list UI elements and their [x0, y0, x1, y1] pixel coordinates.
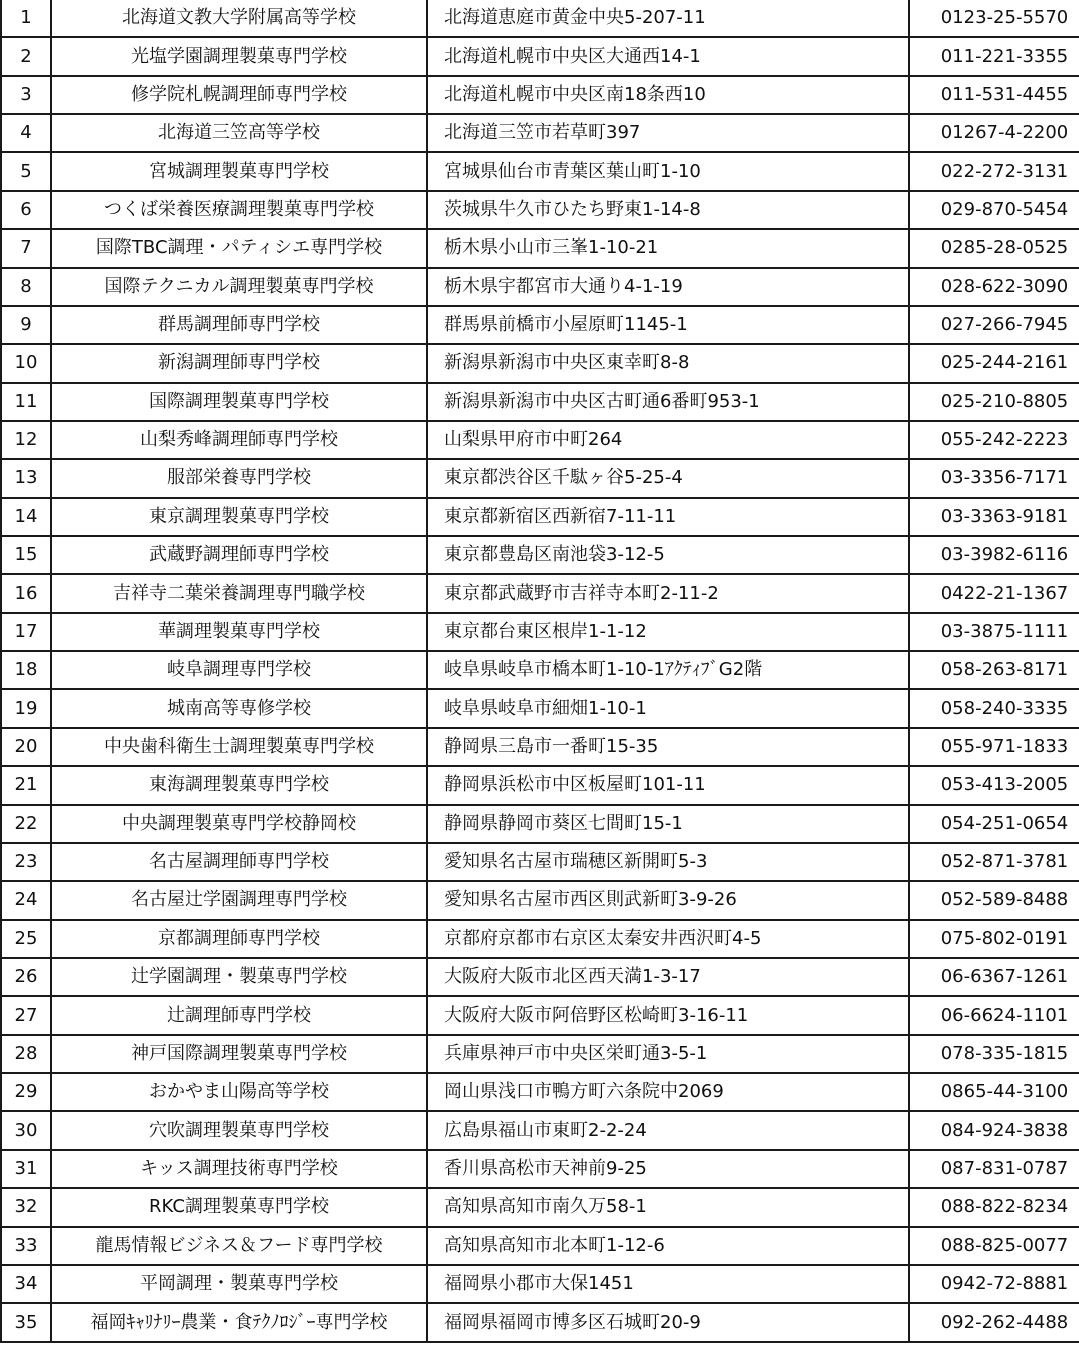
row-number-cell: 2 [1, 37, 51, 75]
phone-cell: 0285-28-0525 [909, 229, 1079, 267]
table-row [1, 76, 1079, 114]
row-number-cell: 12 [1, 421, 51, 459]
phone-cell: 055-971-1833 [909, 728, 1079, 766]
phone-cell: 06-6624-1101 [909, 996, 1079, 1034]
school-name-cell: 新潟調理師専門学校 [51, 344, 427, 382]
school-name-cell: 名古屋辻学園調理専門学校 [51, 881, 427, 919]
phone-cell: 022-272-3131 [909, 152, 1079, 190]
school-name-cell: 穴吹調理製菓専門学校 [51, 1111, 427, 1149]
address-cell: 広島県福山市東町2-2-24 [427, 1111, 909, 1149]
table-row [1, 1150, 1079, 1188]
school-name-cell: 国際TBC調理・パティシエ専門学校 [51, 229, 427, 267]
row-number-cell: 30 [1, 1111, 51, 1149]
phone-cell: 0123-25-5570 [909, 0, 1079, 37]
row-number-cell: 26 [1, 958, 51, 996]
table-row [1, 152, 1079, 190]
address-cell: 大阪府大阪市阿倍野区松崎町3-16-11 [427, 996, 909, 1034]
phone-cell: 088-822-8234 [909, 1188, 1079, 1226]
school-name-cell: 岐阜調理専門学校 [51, 651, 427, 689]
phone-cell: 025-244-2161 [909, 344, 1079, 382]
school-name-cell: 城南高等専修学校 [51, 689, 427, 727]
row-number-cell: 16 [1, 574, 51, 612]
school-name-cell: 龍馬情報ビジネス＆フード専門学校 [51, 1227, 427, 1265]
table-row [1, 1227, 1079, 1265]
school-name-cell: RKC調理製菓専門学校 [51, 1188, 427, 1226]
phone-cell: 0422-21-1367 [909, 574, 1079, 612]
phone-cell: 025-210-8805 [909, 383, 1079, 421]
school-name-cell: つくば栄養医療調理製菓専門学校 [51, 191, 427, 229]
address-cell: 東京都豊島区南池袋3-12-5 [427, 536, 909, 574]
phone-cell: 075-802-0191 [909, 920, 1079, 958]
table-row [1, 958, 1079, 996]
phone-cell: 053-413-2005 [909, 766, 1079, 804]
school-name-cell: 辻調理師専門学校 [51, 996, 427, 1034]
address-cell: 宮城県仙台市青葉区葉山町1-10 [427, 152, 909, 190]
row-number-cell: 31 [1, 1150, 51, 1188]
address-cell: 高知県高知市南久万58-1 [427, 1188, 909, 1226]
row-number-cell: 20 [1, 728, 51, 766]
school-name-cell: 国際調理製菓専門学校 [51, 383, 427, 421]
phone-cell: 01267-4-2200 [909, 114, 1079, 152]
table-row [1, 1073, 1079, 1111]
row-number-cell: 8 [1, 268, 51, 306]
row-number-cell: 17 [1, 613, 51, 651]
school-name-cell: 東海調理製菓専門学校 [51, 766, 427, 804]
row-number-cell: 24 [1, 881, 51, 919]
phone-cell: 03-3356-7171 [909, 459, 1079, 497]
phone-cell: 087-831-0787 [909, 1150, 1079, 1188]
address-cell: 岐阜県岐阜市橋本町1-10-1ｱｸﾃｨﾌﾞG2階 [427, 651, 909, 689]
address-cell: 北海道札幌市中央区大通西14-1 [427, 37, 909, 75]
table-row [1, 843, 1079, 881]
school-name-cell: 中央歯科衛生士調理製菓専門学校 [51, 728, 427, 766]
table-row [1, 728, 1079, 766]
school-name-cell: 名古屋調理師専門学校 [51, 843, 427, 881]
address-cell: 山梨県甲府市中町264 [427, 421, 909, 459]
row-number-cell: 7 [1, 229, 51, 267]
school-name-cell: 華調理製菓専門学校 [51, 613, 427, 651]
phone-cell: 029-870-5454 [909, 191, 1079, 229]
address-cell: 新潟県新潟市中央区東幸町8-8 [427, 344, 909, 382]
table-row [1, 114, 1079, 152]
row-number-cell: 14 [1, 498, 51, 536]
row-number-cell: 11 [1, 383, 51, 421]
school-name-cell: 東京調理製菓専門学校 [51, 498, 427, 536]
row-number-cell: 9 [1, 306, 51, 344]
table-row [1, 1303, 1079, 1342]
row-number-cell: 25 [1, 920, 51, 958]
school-name-cell: 群馬調理師専門学校 [51, 306, 427, 344]
row-number-cell: 27 [1, 996, 51, 1034]
row-number-cell: 13 [1, 459, 51, 497]
row-number-cell: 5 [1, 152, 51, 190]
school-name-cell: 宮城調理製菓専門学校 [51, 152, 427, 190]
address-cell: 東京都新宿区西新宿7-11-11 [427, 498, 909, 536]
row-number-cell: 10 [1, 344, 51, 382]
table-row [1, 37, 1079, 75]
address-cell: 茨城県牛久市ひたち野東1-14-8 [427, 191, 909, 229]
address-cell: 静岡県静岡市葵区七間町15-1 [427, 805, 909, 843]
address-cell: 東京都渋谷区千駄ヶ谷5-25-4 [427, 459, 909, 497]
school-name-cell: 福岡ｷｬﾘﾅﾘｰ農業・食ﾃｸﾉﾛｼﾞｰ専門学校 [51, 1303, 427, 1342]
address-cell: 愛知県名古屋市西区則武新町3-9-26 [427, 881, 909, 919]
address-cell: 福岡県小郡市大保1451 [427, 1265, 909, 1303]
table-row [1, 1265, 1079, 1303]
row-number-cell: 22 [1, 805, 51, 843]
table-row [1, 383, 1079, 421]
school-name-cell: 中央調理製菓専門学校静岡校 [51, 805, 427, 843]
table-row [1, 536, 1079, 574]
table-row [1, 0, 1079, 37]
table-row [1, 459, 1079, 497]
table-row [1, 421, 1079, 459]
phone-cell: 054-251-0654 [909, 805, 1079, 843]
table-body [1, 0, 1079, 1342]
address-cell: 東京都武蔵野市吉祥寺本町2-11-2 [427, 574, 909, 612]
address-cell: 岐阜県岐阜市細畑1-10-1 [427, 689, 909, 727]
row-number-cell: 18 [1, 651, 51, 689]
address-cell: 群馬県前橋市小屋原町1145-1 [427, 306, 909, 344]
address-cell: 香川県高松市天神前9-25 [427, 1150, 909, 1188]
table-row [1, 574, 1079, 612]
phone-cell: 052-589-8488 [909, 881, 1079, 919]
school-name-cell: 光塩学園調理製菓専門学校 [51, 37, 427, 75]
phone-cell: 055-242-2223 [909, 421, 1079, 459]
table-row [1, 1188, 1079, 1226]
phone-cell: 0865-44-3100 [909, 1073, 1079, 1111]
table-row [1, 306, 1079, 344]
address-cell: 大阪府大阪市北区西天満1-3-17 [427, 958, 909, 996]
address-cell: 東京都台東区根岸1-1-12 [427, 613, 909, 651]
address-cell: 静岡県三島市一番町15-35 [427, 728, 909, 766]
table-row [1, 191, 1079, 229]
address-cell: 栃木県宇都宮市大通り4-1-19 [427, 268, 909, 306]
school-name-cell: 武蔵野調理師専門学校 [51, 536, 427, 574]
school-name-cell: 服部栄養専門学校 [51, 459, 427, 497]
table-row [1, 920, 1079, 958]
school-name-cell: おかやま山陽高等学校 [51, 1073, 427, 1111]
address-cell: 新潟県新潟市中央区古町通6番町953-1 [427, 383, 909, 421]
row-number-cell: 29 [1, 1073, 51, 1111]
row-number-cell: 28 [1, 1035, 51, 1073]
address-cell: 京都府京都市右京区太秦安井西沢町4-5 [427, 920, 909, 958]
table-row [1, 766, 1079, 804]
address-cell: 高知県高知市北本町1-12-6 [427, 1227, 909, 1265]
phone-cell: 092-262-4488 [909, 1303, 1079, 1342]
table-row [1, 881, 1079, 919]
row-number-cell: 1 [1, 0, 51, 37]
address-cell: 兵庫県神戸市中央区栄町通3-5-1 [427, 1035, 909, 1073]
table-row [1, 1035, 1079, 1073]
school-name-cell: 辻学園調理・製菓専門学校 [51, 958, 427, 996]
school-name-cell: 平岡調理・製菓専門学校 [51, 1265, 427, 1303]
phone-cell: 078-335-1815 [909, 1035, 1079, 1073]
school-name-cell: 北海道三笠高等学校 [51, 114, 427, 152]
row-number-cell: 4 [1, 114, 51, 152]
address-cell: 福岡県福岡市博多区石城町20-9 [427, 1303, 909, 1342]
phone-cell: 052-871-3781 [909, 843, 1079, 881]
school-name-cell: 京都調理師専門学校 [51, 920, 427, 958]
row-number-cell: 21 [1, 766, 51, 804]
phone-cell: 011-221-3355 [909, 37, 1079, 75]
row-number-cell: 34 [1, 1265, 51, 1303]
table-row [1, 229, 1079, 267]
phone-cell: 03-3875-1111 [909, 613, 1079, 651]
school-name-cell: キッス調理技術専門学校 [51, 1150, 427, 1188]
row-number-cell: 19 [1, 689, 51, 727]
phone-cell: 03-3982-6116 [909, 536, 1079, 574]
phone-cell: 011-531-4455 [909, 76, 1079, 114]
phone-cell: 0942-72-8881 [909, 1265, 1079, 1303]
table-row [1, 651, 1079, 689]
table-row [1, 805, 1079, 843]
phone-cell: 06-6367-1261 [909, 958, 1079, 996]
school-name-cell: 神戸国際調理製菓専門学校 [51, 1035, 427, 1073]
school-name-cell: 国際テクニカル調理製菓専門学校 [51, 268, 427, 306]
address-cell: 北海道恵庭市黄金中央5-207-11 [427, 0, 909, 37]
row-number-cell: 35 [1, 1303, 51, 1342]
row-number-cell: 6 [1, 191, 51, 229]
school-name-cell: 吉祥寺二葉栄養調理専門職学校 [51, 574, 427, 612]
row-number-cell: 3 [1, 76, 51, 114]
phone-cell: 084-924-3838 [909, 1111, 1079, 1149]
table-row [1, 613, 1079, 651]
address-cell: 北海道三笠市若草町397 [427, 114, 909, 152]
phone-cell: 088-825-0077 [909, 1227, 1079, 1265]
phone-cell: 027-266-7945 [909, 306, 1079, 344]
row-number-cell: 23 [1, 843, 51, 881]
school-name-cell: 山梨秀峰調理師専門学校 [51, 421, 427, 459]
phone-cell: 028-622-3090 [909, 268, 1079, 306]
address-cell: 愛知県名古屋市瑞穂区新開町5-3 [427, 843, 909, 881]
row-number-cell: 15 [1, 536, 51, 574]
row-number-cell: 32 [1, 1188, 51, 1226]
table-row [1, 1111, 1079, 1149]
school-name-cell: 北海道文教大学附属高等学校 [51, 0, 427, 37]
row-number-cell: 33 [1, 1227, 51, 1265]
table-row [1, 268, 1079, 306]
phone-cell: 058-240-3335 [909, 689, 1079, 727]
table-row [1, 498, 1079, 536]
school-name-cell: 修学院札幌調理師専門学校 [51, 76, 427, 114]
table-row [1, 689, 1079, 727]
address-cell: 静岡県浜松市中区板屋町101-11 [427, 766, 909, 804]
address-cell: 北海道札幌市中央区南18条西10 [427, 76, 909, 114]
table-row [1, 344, 1079, 382]
phone-cell: 03-3363-9181 [909, 498, 1079, 536]
address-cell: 岡山県浅口市鴨方町六条院中2069 [427, 1073, 909, 1111]
table-row [1, 996, 1079, 1034]
address-cell: 栃木県小山市三峯1-10-21 [427, 229, 909, 267]
phone-cell: 058-263-8171 [909, 651, 1079, 689]
